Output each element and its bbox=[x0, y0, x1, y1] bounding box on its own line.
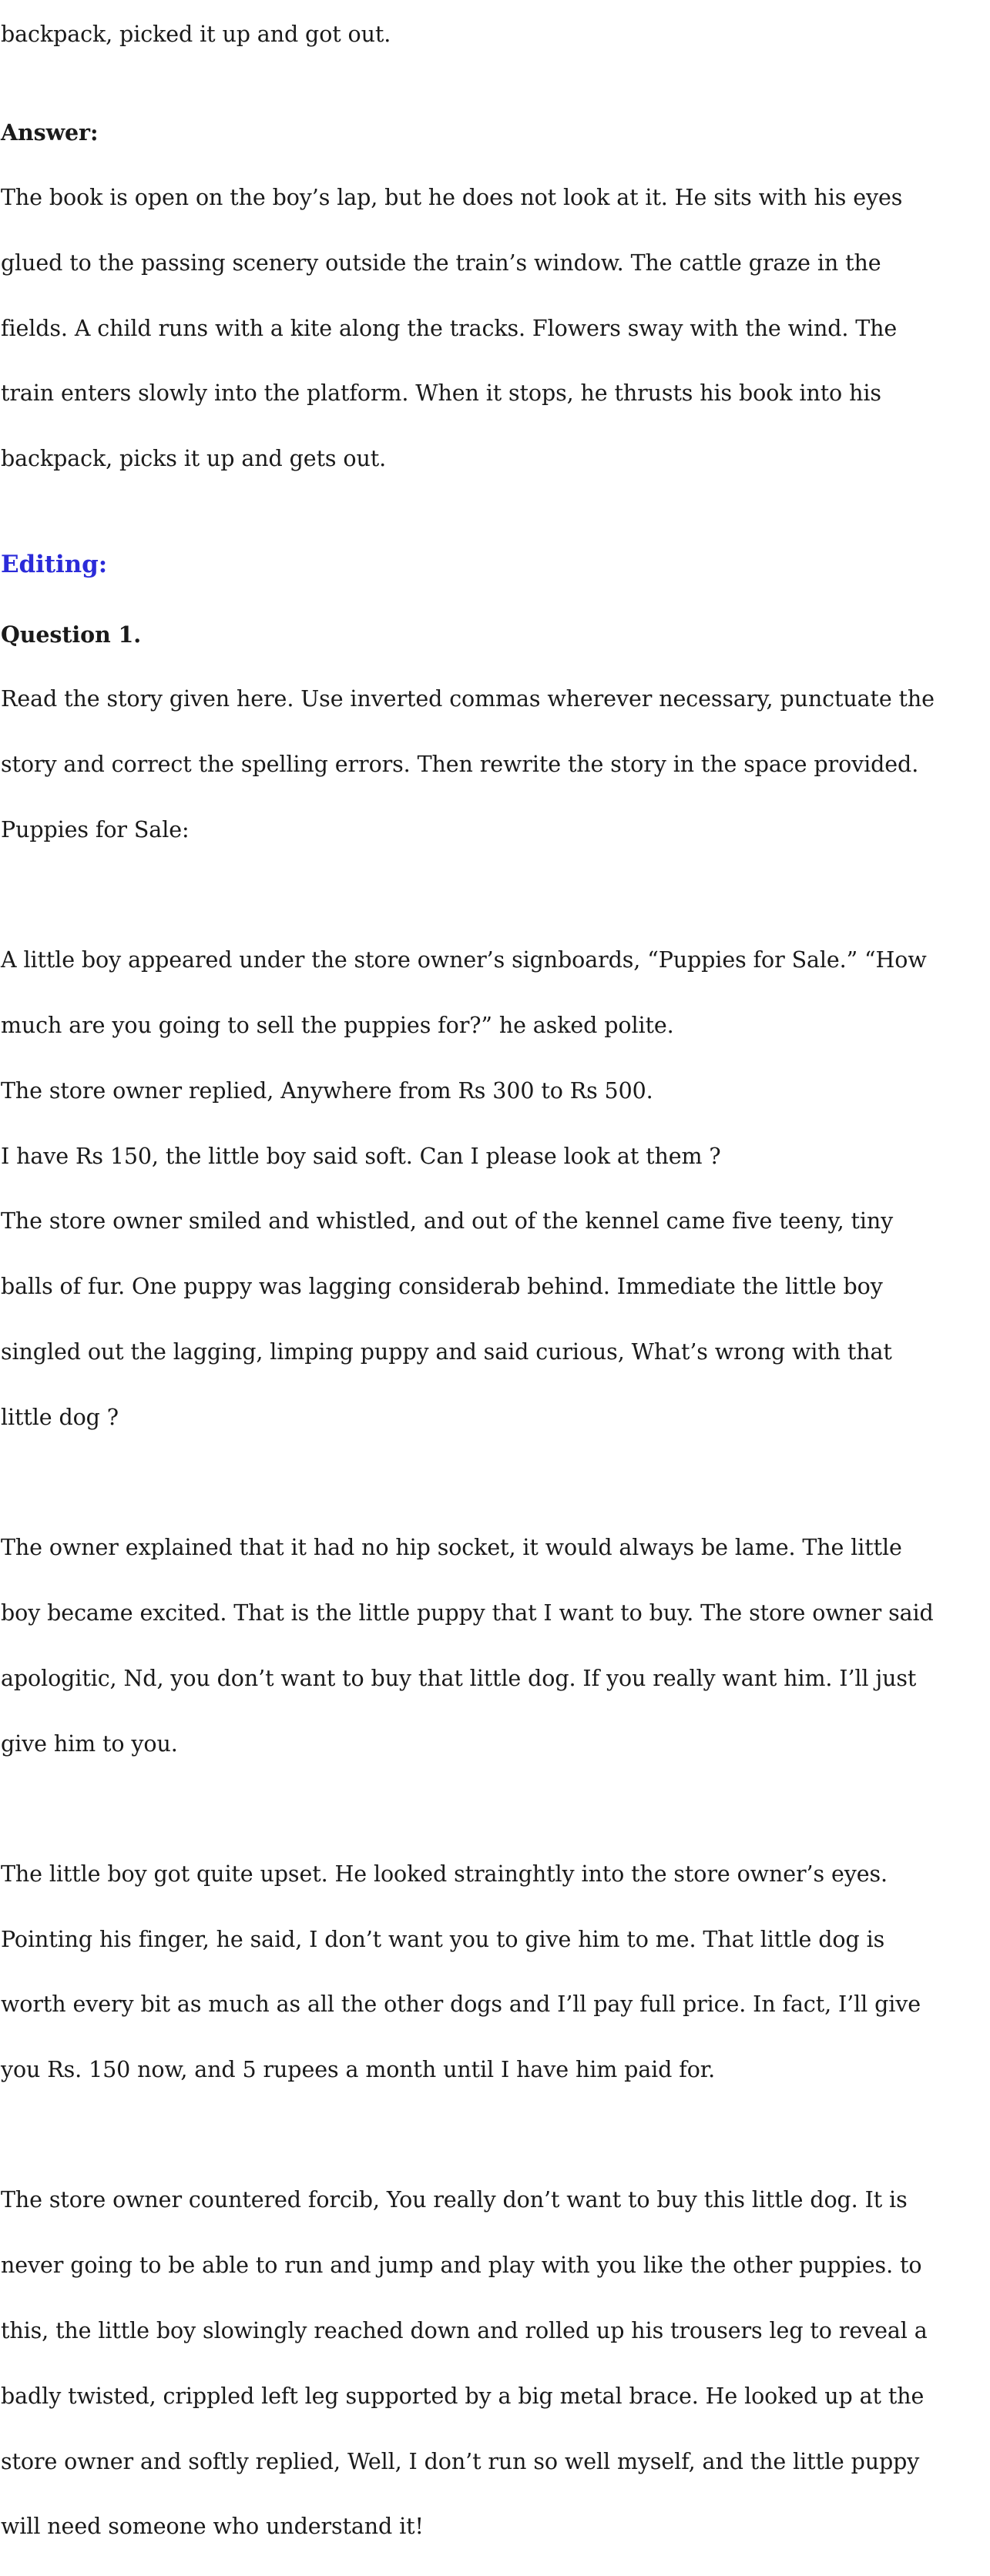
spacer bbox=[1, 581, 987, 618]
text-line: little dog ? bbox=[1, 1404, 119, 1430]
text-line: backpack, picks it up and gets out. bbox=[1, 446, 387, 472]
spacer bbox=[1, 2119, 987, 2152]
spacer bbox=[1, 879, 987, 912]
story-paragraph bbox=[1, 912, 987, 1467]
text-line: boy became excited. That is the little puppy that I want to buy. The store owner said bbox=[1, 1600, 934, 1626]
text-line: Pointing his finger, he said, I don’t want you to give him to me. That little dog is bbox=[1, 1926, 885, 1952]
text-line: never going to be able to run and jump and play with you like the other puppies. to bbox=[1, 2253, 922, 2279]
question-paragraph bbox=[1, 651, 987, 879]
text-line: apologitic, Nd, you don’t want to buy that little dog. If you really want him. I’ll just bbox=[1, 1665, 917, 1691]
previous-answer-tail bbox=[1, 0, 987, 84]
text-line: badly twisted, crippled left leg supported by a big metal brace. He looked up at the bbox=[1, 2383, 925, 2409]
text-line: I have Rs 150, the little boy said soft. Can I please look at them ? bbox=[1, 1143, 721, 1169]
text-line: glued to the passing scenery outside the train’s window. The cattle graze in the bbox=[1, 250, 881, 276]
answer-label: Answer: bbox=[1, 119, 99, 146]
question-label: Question 1. bbox=[1, 621, 142, 648]
spacer bbox=[1, 508, 987, 548]
text-line: balls of fur. One puppy was lagging considerab behind. Immediate the little boy bbox=[1, 1274, 883, 1300]
section-heading: Editing: bbox=[1, 551, 108, 579]
text-line: much are you going to sell the puppies for?” he asked polite. bbox=[1, 1012, 674, 1038]
text-line: The store owner smiled and whistled, and out of the kennel came five teeny, tiny bbox=[1, 1208, 894, 1234]
text-line: The store owner replied, Anywhere from Rs 300 to Rs 500. bbox=[1, 1077, 653, 1104]
text-line: story and correct the spelling errors. Then rewrite the story in the space provided. bbox=[1, 752, 919, 778]
text-line: A little boy appeared under the store owner’s signboards, “Puppies for Sale.” “How bbox=[1, 947, 927, 973]
spacer bbox=[1, 1467, 987, 1499]
text-line: Read the story given here. Use inverted commas wherever necessary, punctuate the bbox=[1, 686, 935, 712]
text-line: The book is open on the boy’s lap, but he does not look at it. He sits with his eyes bbox=[1, 185, 903, 211]
text-line: train enters slowly into the platform. When it stops, he thrusts his book into his bbox=[1, 380, 881, 407]
text-line: Puppies for Sale: bbox=[1, 816, 190, 842]
story-paragraph bbox=[1, 2152, 987, 2576]
answer-paragraph bbox=[1, 149, 987, 508]
text-line: backpack, picked it up and got out. bbox=[1, 22, 391, 48]
spacer bbox=[1, 84, 987, 116]
text-line: The owner explained that it had no hip socket, it would always be lame. The little bbox=[1, 1535, 902, 1561]
text-line: fields. A child runs with a kite along the tracks. Flowers sway with the wind. The bbox=[1, 315, 898, 341]
text-line: The store owner countered forcib, You really don’t want to buy this little dog. It is bbox=[1, 2187, 908, 2213]
text-line: give him to you. bbox=[1, 1730, 178, 1757]
document-page bbox=[1, 0, 987, 2576]
story-paragraph bbox=[1, 1825, 987, 2119]
spacer bbox=[1, 1793, 987, 1825]
story-paragraph bbox=[1, 1499, 987, 1794]
text-line: worth every bit as much as all the other dogs and I’ll pay full price. In fact, I’ll give bbox=[1, 1991, 921, 2018]
text-line: The little boy got quite upset. He looked strainghtly into the store owner’s eyes. bbox=[1, 1861, 888, 1887]
text-line: this, the little boy slowingly reached down and rolled up his trousers leg to reveal a bbox=[1, 2318, 928, 2343]
text-line: store owner and softly replied, Well, I don’t run so well myself, and the little puppy bbox=[1, 2448, 920, 2474]
text-line: will need someone who understand it! bbox=[1, 2514, 424, 2540]
text-line: you Rs. 150 now, and 5 rupees a month until I have him paid for. bbox=[1, 2057, 716, 2083]
text-line: singled out the lagging, limping puppy and said curious, What’s wrong with that bbox=[1, 1339, 892, 1365]
